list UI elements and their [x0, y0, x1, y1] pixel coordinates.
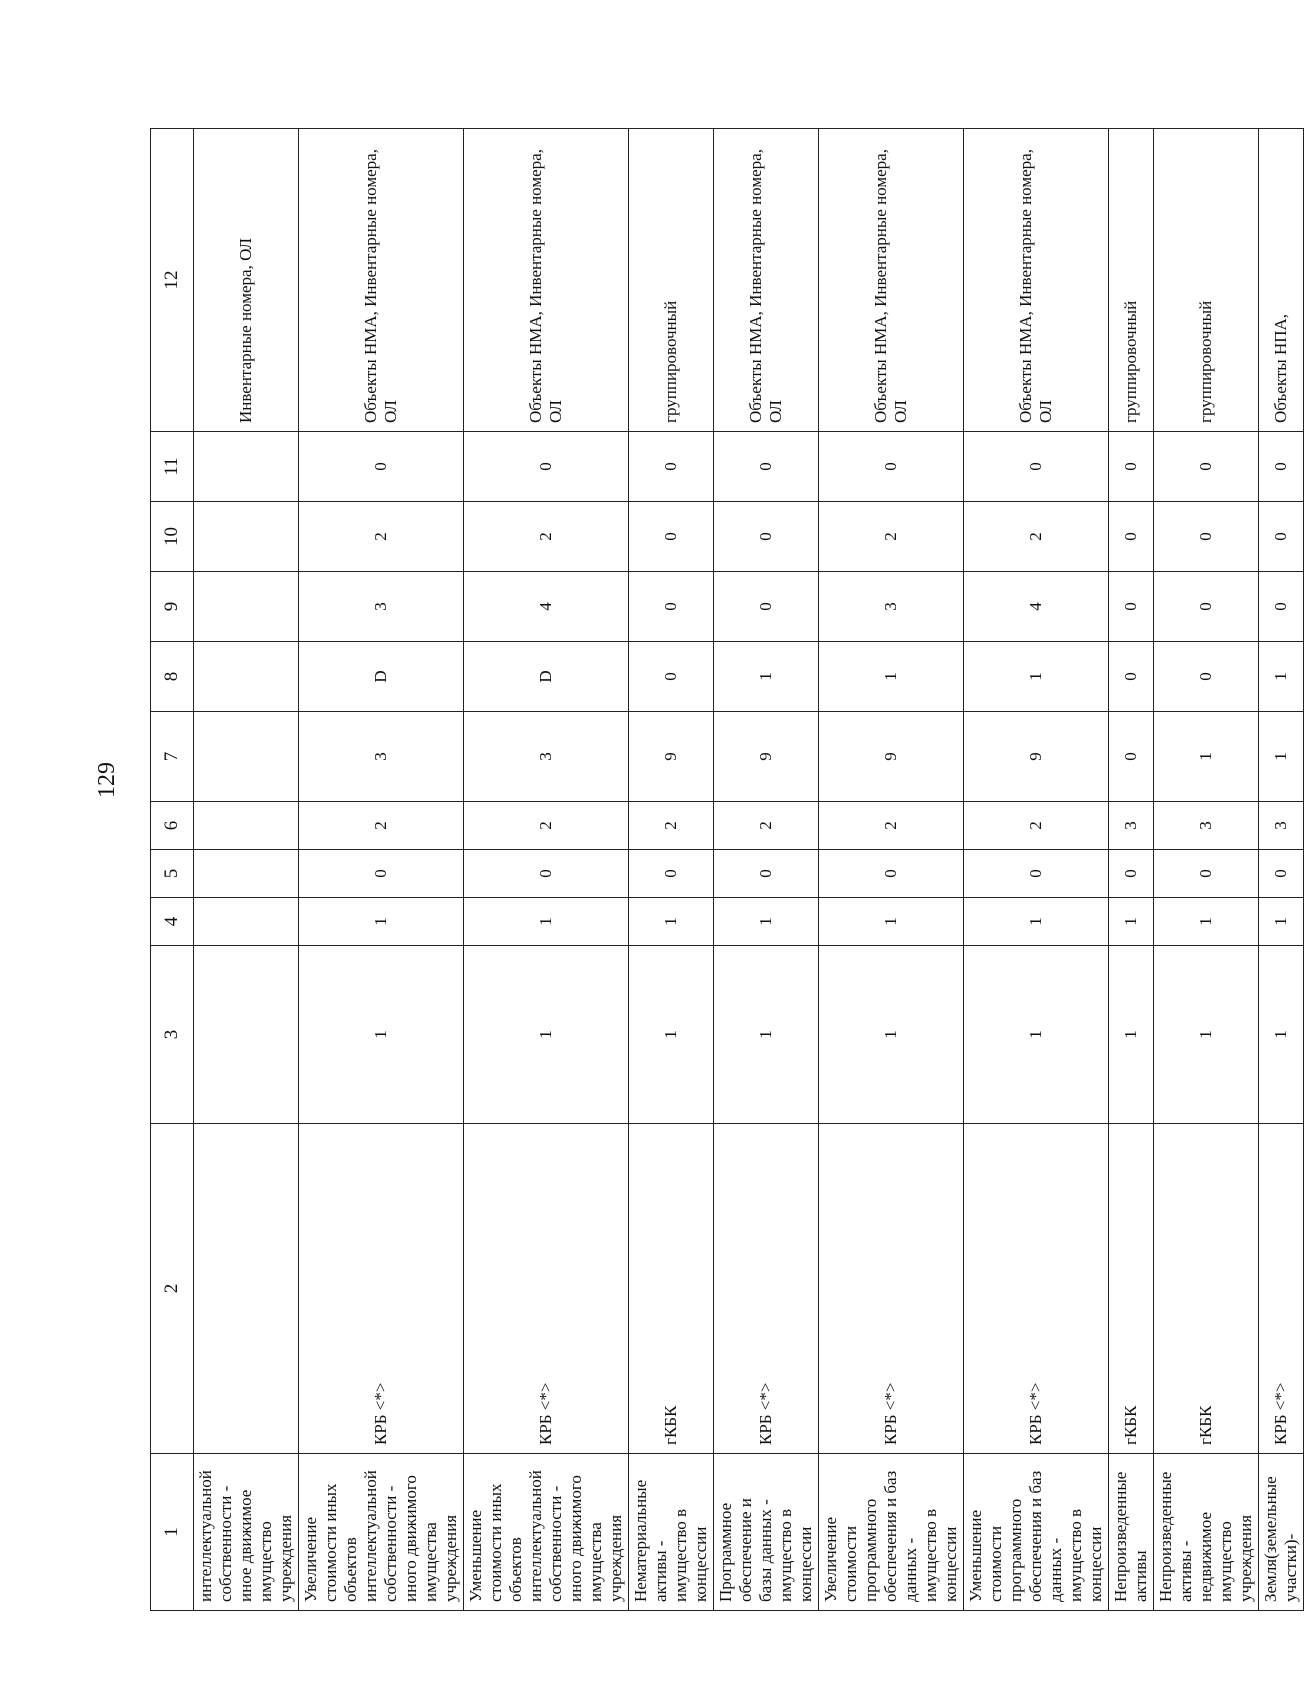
cell-code: 4 [464, 572, 629, 642]
cell-code: 2 [819, 802, 964, 850]
cell-code: 4 [964, 572, 1109, 642]
cell-code [194, 502, 299, 572]
cell-code: 1 [964, 946, 1109, 1124]
cell-code [194, 946, 299, 1124]
cell-code: 1 [1154, 712, 1259, 802]
cell-code: 0 [714, 850, 819, 898]
cell-code: 1 [299, 946, 464, 1124]
cell-analytics: группировочный [1109, 129, 1154, 432]
header-cell: 6 [151, 802, 194, 850]
cell-code: 0 [714, 502, 819, 572]
cell-code: 1 [1109, 946, 1154, 1124]
cell-code: 0 [464, 850, 629, 898]
cell-code: 0 [1154, 502, 1259, 572]
cell-code: 2 [964, 802, 1109, 850]
header-cell: 3 [151, 946, 194, 1124]
table-row [1109, 129, 1154, 1611]
cell-account-type: КРБ <*> [464, 1124, 629, 1454]
table-row [964, 129, 1109, 1611]
cell-code: 2 [464, 502, 629, 572]
cell-code: 0 [1109, 432, 1154, 502]
cell-account-type: КРБ <*> [819, 1124, 964, 1454]
cell-code: 2 [629, 802, 714, 850]
cell-code: 0 [964, 850, 1109, 898]
cell-code: 0 [1109, 850, 1154, 898]
cell-code [194, 572, 299, 642]
cell-code: 3 [1154, 802, 1259, 850]
cell-code: 2 [299, 802, 464, 850]
header-row [151, 129, 194, 1611]
cell-code: 1 [1259, 898, 1304, 946]
cell-code: 9 [714, 712, 819, 802]
cell-code: 2 [964, 502, 1109, 572]
cell-code: 0 [819, 850, 964, 898]
cell-code [194, 898, 299, 946]
cell-account-type: КРБ <*> [964, 1124, 1109, 1454]
cell-analytics: Объекты НМА, Инвентарные номера, ОЛ [819, 129, 964, 432]
header-cell: 10 [151, 502, 194, 572]
cell-code: 1 [714, 898, 819, 946]
cell-description: Земля(земельные участки)- [1259, 1454, 1304, 1611]
cell-description: Увеличение стоимости программного обеспечения и баз данных - имущество в концессии [819, 1454, 964, 1611]
cell-code: 3 [1259, 802, 1304, 850]
cell-code: 0 [714, 572, 819, 642]
cell-code: 0 [1154, 432, 1259, 502]
cell-code: 1 [819, 946, 964, 1124]
cell-code: 0 [629, 642, 714, 712]
cell-analytics: группировочный [629, 129, 714, 432]
cell-code [194, 642, 299, 712]
cell-analytics: Инвентарные номера, ОЛ [194, 129, 299, 432]
cell-code: 0 [1154, 850, 1259, 898]
cell-code: 1 [1259, 712, 1304, 802]
cell-analytics: Объекты НПА, [1259, 129, 1304, 432]
cell-analytics: Объекты НМА, Инвентарные номера, ОЛ [464, 129, 629, 432]
cell-account-type: КРБ <*> [714, 1124, 819, 1454]
cell-account-type: гКБК [1154, 1124, 1259, 1454]
cell-code: 0 [1259, 850, 1304, 898]
cell-code: 1 [299, 898, 464, 946]
cell-account-type: гКБК [1109, 1124, 1154, 1454]
cell-code: 1 [819, 898, 964, 946]
cell-code: 1 [819, 642, 964, 712]
cell-code: 1 [964, 898, 1109, 946]
cell-code: 1 [629, 946, 714, 1124]
header-cell: 11 [151, 432, 194, 502]
cell-code: 2 [819, 502, 964, 572]
cell-code: 9 [629, 712, 714, 802]
cell-code: 3 [1109, 802, 1154, 850]
cell-code: 2 [714, 802, 819, 850]
cell-code: 0 [714, 432, 819, 502]
cell-code [194, 712, 299, 802]
cell-code: 0 [1259, 502, 1304, 572]
header-cell: 5 [151, 850, 194, 898]
cell-description: интеллектуальной собственности - иное движимое имущество учреждения [194, 1454, 299, 1611]
cell-account-type [194, 1124, 299, 1454]
cell-code [194, 850, 299, 898]
cell-analytics: группировочный [1154, 129, 1259, 432]
cell-description: Непроизведенные активы - недвижимое имущество учреждения [1154, 1454, 1259, 1611]
cell-code: 0 [1154, 572, 1259, 642]
cell-account-type: гКБК [629, 1124, 714, 1454]
cell-code: 1 [1154, 898, 1259, 946]
cell-code: 1 [464, 946, 629, 1124]
cell-description: Программное обеспечение и базы данных - имущество в концессии [714, 1454, 819, 1611]
cell-code: 2 [299, 502, 464, 572]
cell-code: 0 [1109, 642, 1154, 712]
cell-code: 1 [629, 898, 714, 946]
cell-code: 1 [964, 642, 1109, 712]
cell-code [194, 802, 299, 850]
header-cell: 1 [151, 1454, 194, 1611]
cell-code: 1 [464, 898, 629, 946]
cell-code: 9 [819, 712, 964, 802]
cell-code: 0 [1109, 572, 1154, 642]
cell-account-type: КРБ <*> [299, 1124, 464, 1454]
cell-code: 1 [714, 946, 819, 1124]
cell-code: 0 [1109, 712, 1154, 802]
cell-description: Уменьшение стоимости иных объектов интеллектуальной собственности - иного движимого имущества учреждения [464, 1454, 629, 1611]
table-row [299, 129, 464, 1611]
cell-description: Нематериальные активы - имущество в концессии [629, 1454, 714, 1611]
header-cell: 12 [151, 129, 194, 432]
cell-code: 0 [819, 432, 964, 502]
table-row [819, 129, 964, 1611]
cell-code: 0 [964, 432, 1109, 502]
cell-description: Увеличение стоимости иных объектов интеллектуальной собственности - иного движимого имущества учреждения [299, 1454, 464, 1611]
cell-code: 0 [299, 432, 464, 502]
cell-code: 3 [464, 712, 629, 802]
cell-code: 2 [464, 802, 629, 850]
table-row [1259, 129, 1304, 1611]
cell-analytics: Объекты НМА, Инвентарные номера, ОЛ [299, 129, 464, 432]
table-row [464, 129, 629, 1611]
cell-code [194, 432, 299, 502]
header-cell: 2 [151, 1124, 194, 1454]
header-cell: 8 [151, 642, 194, 712]
cell-code: 3 [299, 572, 464, 642]
accounts-table [150, 128, 1304, 1611]
cell-code: 0 [1154, 642, 1259, 712]
cell-code: D [299, 642, 464, 712]
cell-code: 1 [714, 642, 819, 712]
header-cell: 9 [151, 572, 194, 642]
cell-analytics: Объекты НМА, Инвентарные номера, ОЛ [964, 129, 1109, 432]
header-cell: 4 [151, 898, 194, 946]
cell-code: 0 [464, 432, 629, 502]
cell-code: 0 [629, 572, 714, 642]
cell-account-type: КРБ <*> [1259, 1124, 1304, 1454]
page-number: 129 [94, 762, 120, 798]
cell-code: D [464, 642, 629, 712]
header-cell: 7 [151, 712, 194, 802]
cell-code: 1 [1154, 946, 1259, 1124]
cell-code: 1 [1109, 898, 1154, 946]
cell-code: 1 [1259, 642, 1304, 712]
cell-code: 3 [299, 712, 464, 802]
cell-code: 0 [629, 432, 714, 502]
table-row [194, 129, 299, 1611]
table-row [714, 129, 819, 1611]
cell-code: 0 [629, 850, 714, 898]
cell-code: 0 [1109, 502, 1154, 572]
cell-description: Уменьшение стоимости программного обеспечения и баз данных - имущество в концессии [964, 1454, 1109, 1611]
cell-analytics: Объекты НМА, Инвентарные номера, ОЛ [714, 129, 819, 432]
table-row [629, 129, 714, 1611]
cell-code: 3 [819, 572, 964, 642]
table-row [1154, 129, 1259, 1611]
cell-code: 1 [1259, 946, 1304, 1124]
cell-code: 9 [964, 712, 1109, 802]
cell-description: Непроизведенные активы [1109, 1454, 1154, 1611]
cell-code: 0 [1259, 432, 1304, 502]
cell-code: 0 [1259, 572, 1304, 642]
cell-code: 0 [629, 502, 714, 572]
cell-code: 0 [299, 850, 464, 898]
